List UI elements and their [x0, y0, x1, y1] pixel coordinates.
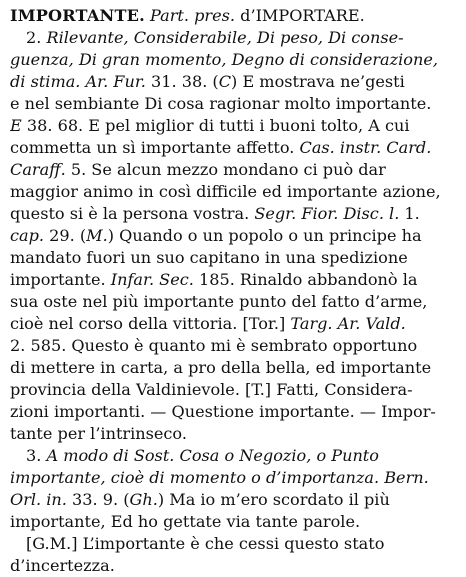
italic-text: Cas. instr. Card.	[299, 138, 432, 157]
text-segment: tante per l’intrinseco.	[10, 424, 187, 443]
italic-text: E	[10, 116, 22, 135]
text-segment: 185. Rinaldo abbandonò la	[193, 270, 418, 289]
derivation-word: IMPORTARE.	[255, 6, 365, 25]
italic-text: Targ. Ar. Vald.	[290, 314, 406, 333]
entry-line	[10, 445, 458, 467]
text-segment: questo si è la persona vostra.	[10, 204, 255, 223]
italic-text: Caraff.	[10, 160, 66, 179]
italic-text: guenza, Di gran momento, Degno di considerazione,	[10, 50, 438, 69]
entry-line	[10, 159, 458, 181]
entry-line	[10, 49, 458, 71]
entry-line	[10, 71, 458, 93]
derivation-prefix: d’	[235, 6, 256, 25]
entry-line	[10, 401, 458, 423]
italic-text: Infar. Sec.	[110, 270, 194, 289]
entry-line	[10, 511, 458, 533]
dictionary-entry	[10, 5, 458, 577]
italic-text: Gh.	[129, 490, 158, 509]
entry-line	[10, 313, 458, 335]
entry-line	[10, 335, 458, 357]
grammar-label: Part. pres.	[150, 6, 236, 25]
text-segment: di mettere in carta, a pro della bella, ed importante	[10, 358, 432, 377]
text-segment: ) E mostrava ne’gesti	[231, 72, 405, 91]
text-segment: sua oste nel più importante punto del fatto d’arme,	[10, 292, 428, 311]
text-segment: 31. 38. (	[145, 72, 219, 91]
entry-line	[10, 203, 458, 225]
entry-body	[10, 27, 458, 577]
entry-line	[10, 489, 458, 511]
italic-text: C	[218, 72, 232, 91]
text-segment: d’incertezza.	[10, 556, 115, 575]
text-segment: 29. (	[44, 226, 87, 245]
italic-text: di stima. Ar. Fur.	[10, 72, 146, 91]
italic-text: cap.	[10, 226, 45, 245]
entry-line	[10, 291, 458, 313]
headword: IMPORTANTE.	[10, 6, 145, 25]
text-segment: 33. 9. (	[66, 490, 130, 509]
entry-header-line	[10, 5, 458, 27]
entry-line	[10, 137, 458, 159]
italic-text: M.	[86, 226, 108, 245]
italic-text: A modo di Sost. Cosa o Negozio, o Punto	[46, 446, 379, 465]
italic-text: Orl. in.	[10, 490, 67, 509]
text-segment: 2. 585. Questo è quanto mi è sembrato opportuno	[10, 336, 418, 355]
entry-line	[10, 467, 458, 489]
entry-line	[10, 555, 458, 577]
entry-line	[10, 533, 458, 555]
entry-line	[10, 115, 458, 137]
entry-line	[10, 225, 458, 247]
italic-text: Rilevante, Considerabile, Di peso, Di conse-	[46, 28, 404, 47]
entry-line	[10, 379, 458, 401]
text-segment: [G.M.] L’importante è che cessi questo stato	[26, 534, 385, 553]
text-segment: importante, Ed ho gettate via tante parole.	[10, 512, 361, 531]
text-segment: zioni importanti. — Questione importante. — Impor-	[10, 402, 436, 421]
entry-line	[10, 357, 458, 379]
text-segment: provincia della Valdinievole. [T.] Fatti, Considera-	[10, 380, 413, 399]
text-segment: commetta un sì importante affetto.	[10, 138, 300, 157]
text-segment: ) Quando o un popolo o un principe ha	[107, 226, 422, 245]
entry-line	[10, 27, 458, 49]
entry-line	[10, 269, 458, 291]
text-segment: ) Ma io m’ero scordato il più	[157, 490, 390, 509]
entry-line	[10, 93, 458, 115]
text-segment: cioè nel corso della vittoria. [Tor.]	[10, 314, 291, 333]
text-segment: 3.	[26, 446, 47, 465]
text-segment: importante.	[10, 270, 111, 289]
text-segment: e nel sembiante Di cosa ragionar molto importante.	[10, 94, 432, 113]
entry-line	[10, 423, 458, 445]
text-segment: 2.	[26, 28, 47, 47]
text-segment: mandato fuori un suo capitano in una spedizione	[10, 248, 408, 267]
entry-line	[10, 181, 458, 203]
text-segment: 5. Se alcun mezzo mondano ci può dar	[65, 160, 386, 179]
text-segment: 1.	[399, 204, 420, 223]
italic-text: Segr. Fior. Disc. l.	[254, 204, 400, 223]
entry-line	[10, 247, 458, 269]
text-segment: 38. 68. E pel miglior di tutti i buoni tolto, A cui	[21, 116, 410, 135]
text-segment: maggior animo in così difficile ed importante azione,	[10, 182, 441, 201]
italic-text: importante, cioè di momento o d’importanza. Bern.	[10, 468, 429, 487]
